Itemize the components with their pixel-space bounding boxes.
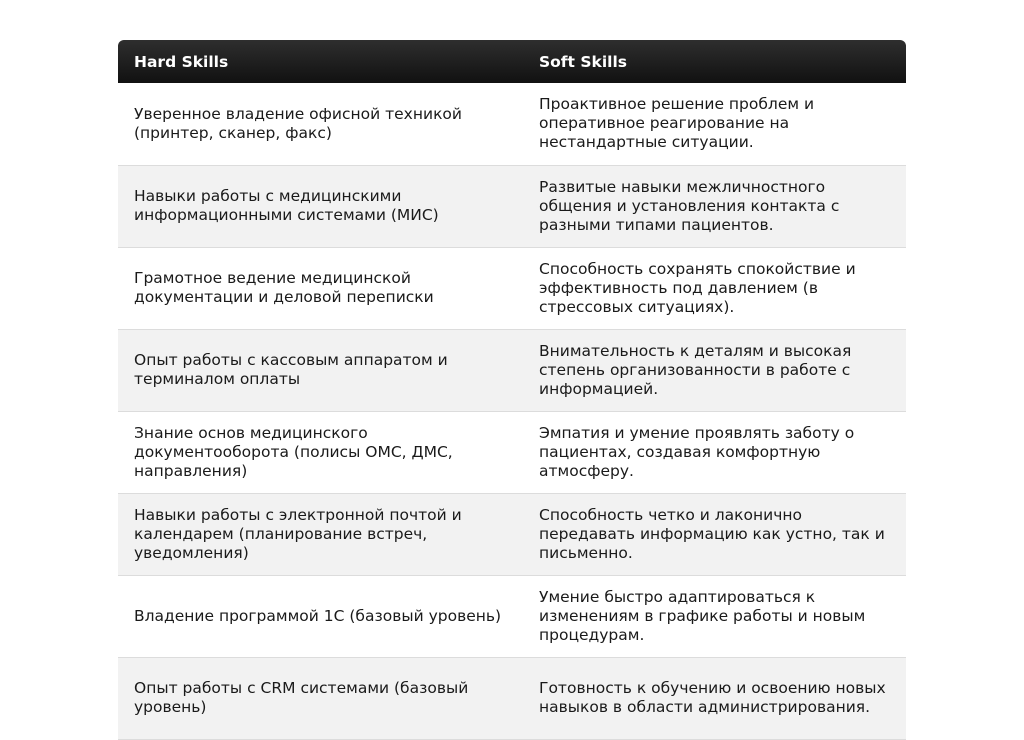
table-row: [118, 165, 906, 247]
soft-skill-cell: Проактивное решение проблем и оперативное реагирование на нестандартные ситуации.: [539, 95, 815, 152]
header-hard-skills: Hard Skills: [134, 52, 229, 71]
hard-skill-cell: Опыт работы с CRM системами (базовый уровень): [134, 679, 469, 716]
hard-skill-cell: Грамотное ведение медицинской документации и деловой переписки: [134, 269, 434, 306]
hard-skill-cell: Знание основ медицинского документооборота (полисы ОМС, ДМС, направления): [134, 423, 453, 480]
soft-skill-cell: Эмпатия и умение проявлять заботу о пациентах, создавая комфортную атмосферу.: [539, 423, 855, 480]
soft-skill-cell: Развитые навыки межличностного общения и установления контакта с разными типами пациентов.: [539, 177, 840, 234]
table-body: [118, 83, 906, 739]
table-row: [118, 247, 906, 329]
table-row: [118, 657, 906, 739]
table-row: [118, 329, 906, 411]
soft-skill-cell: Способность четко и лаконично передавать информацию как устно, так и письменно.: [539, 505, 885, 562]
hard-skill-cell: Навыки работы с электронной почтой и календарем (планирование встреч, уведомления): [134, 505, 462, 562]
soft-skill-cell: Внимательность к деталям и высокая степень организованности в работе с информацией.: [539, 341, 852, 398]
hard-skill-cell: Опыт работы с кассовым аппаратом и терминалом оплаты: [134, 351, 448, 388]
skills-table-container: [118, 40, 906, 740]
soft-skill-cell: Умение быстро адаптироваться к изменениям в графике работы и новым процедурам.: [539, 587, 866, 644]
skills-table: [118, 40, 906, 740]
hard-skill-cell: Уверенное владение офисной техникой (принтер, сканер, факс): [134, 104, 462, 142]
table-row: [118, 575, 906, 657]
hard-skill-cell: Навыки работы с медицинскими информационными системами (МИС): [134, 187, 439, 224]
table-header: [118, 40, 906, 83]
table-row: [118, 83, 906, 165]
hard-skill-cell: Владение программой 1С (базовый уровень): [134, 606, 502, 625]
table-row: [118, 493, 906, 575]
soft-skill-cell: Готовность к обучению и освоению новых навыков в области администрирования.: [539, 679, 886, 716]
table-row: [118, 411, 906, 493]
header-row: [118, 40, 906, 83]
soft-skill-cell: Способность сохранять спокойствие и эффективность под давлением (в стрессовых ситуациях).: [539, 259, 856, 316]
header-soft-skills: Soft Skills: [539, 52, 627, 71]
